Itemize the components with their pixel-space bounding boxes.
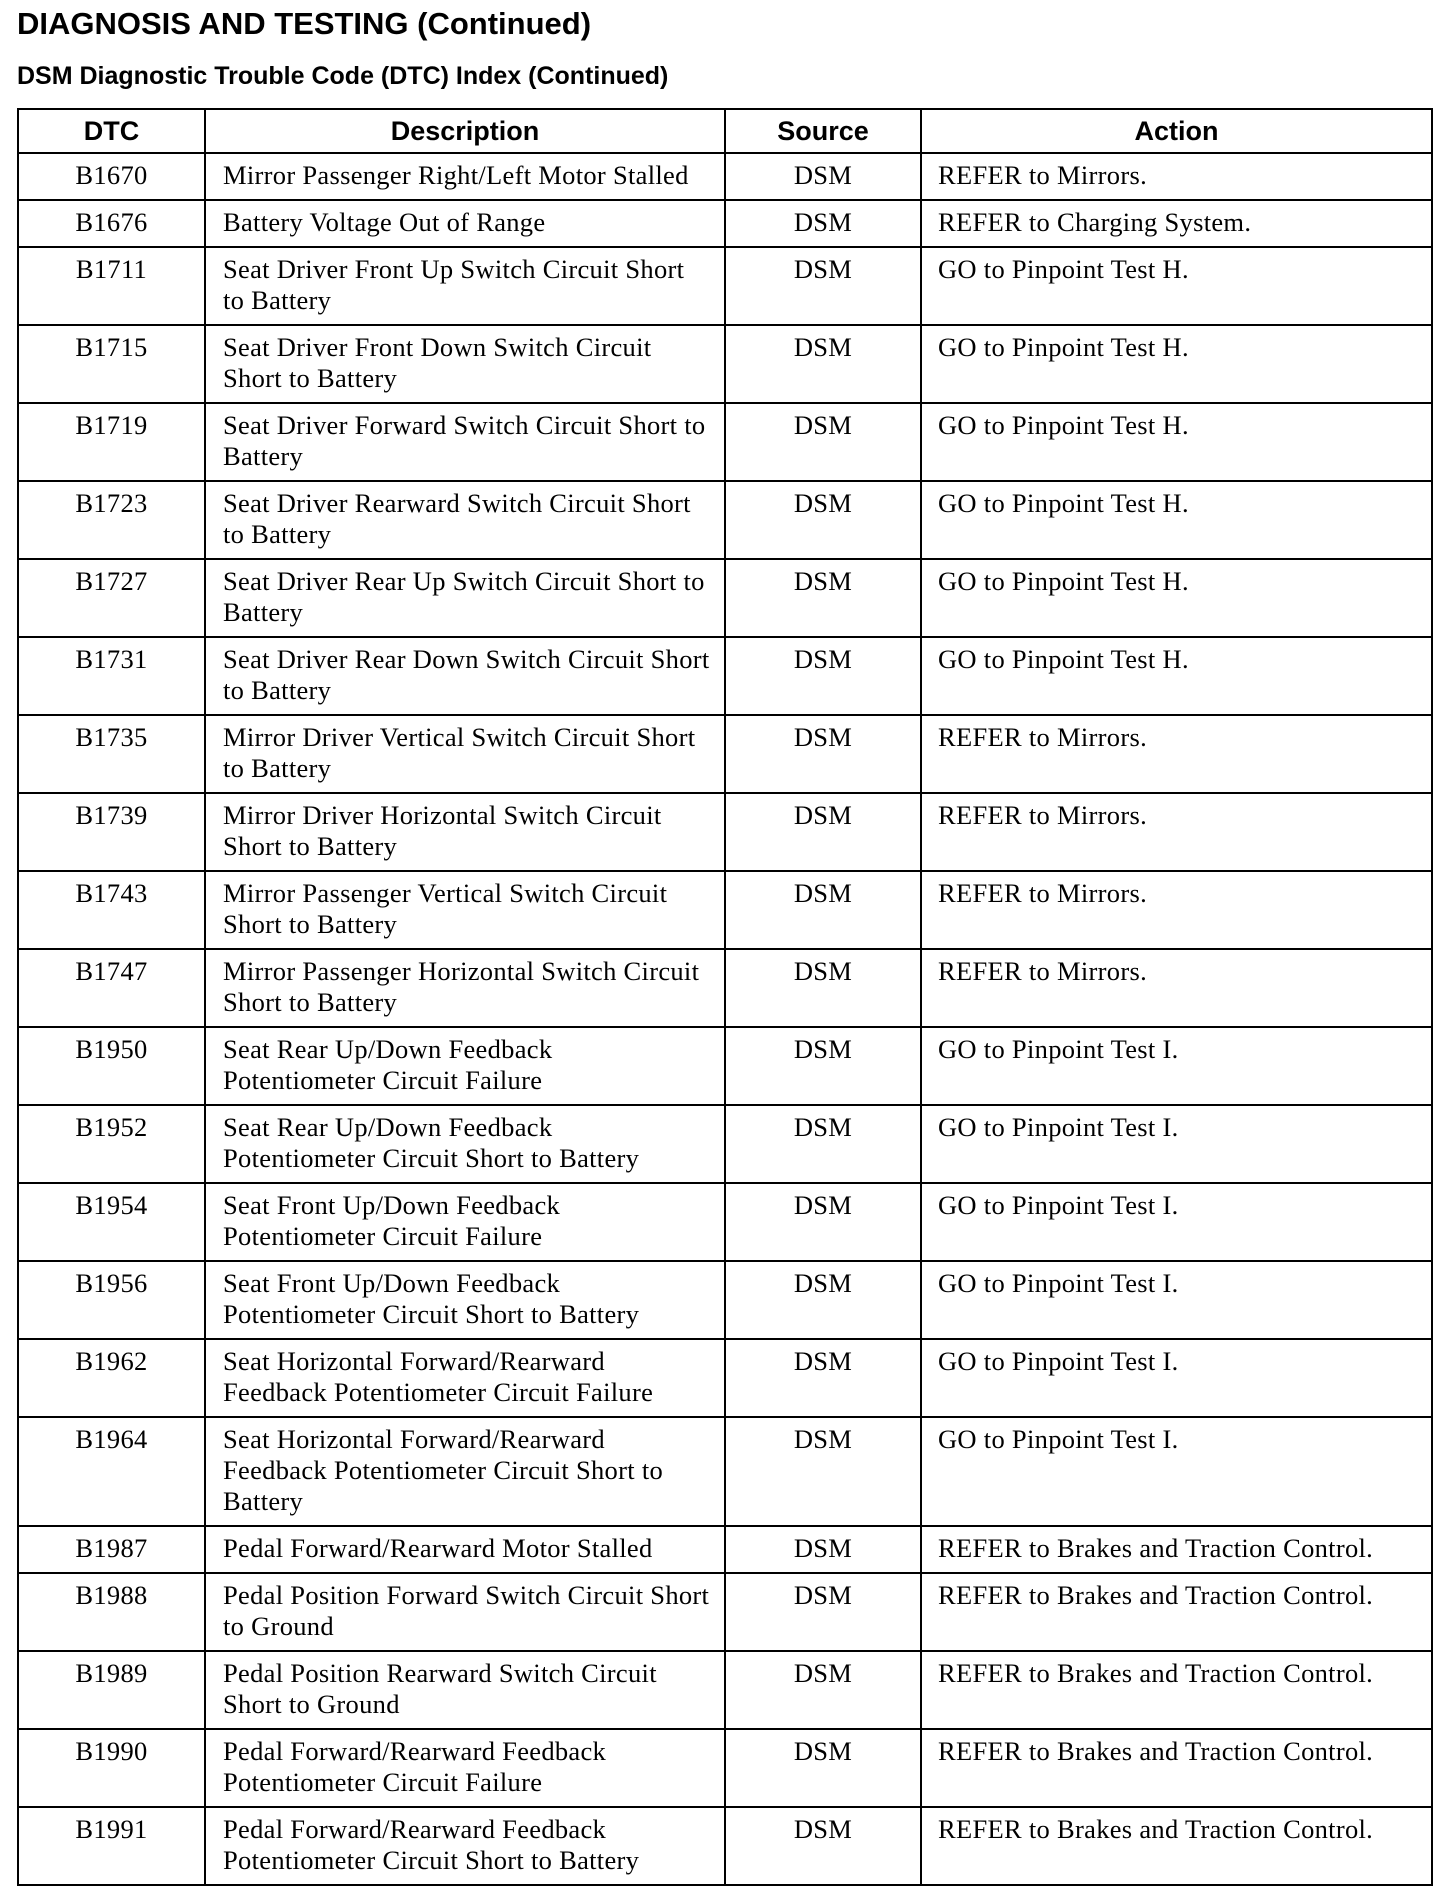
description-cell: Seat Driver Forward Switch Circuit Short to Battery xyxy=(205,403,725,481)
table-row xyxy=(18,1807,1432,1885)
table-row xyxy=(18,1339,1432,1417)
description-cell: Seat Driver Front Up Switch Circuit Short to Battery xyxy=(205,247,725,325)
description-cell: Seat Driver Rear Up Switch Circuit Short to Battery xyxy=(205,559,725,637)
action-cell: GO to Pinpoint Test H. xyxy=(921,403,1432,481)
dtc-code-cell: B1987 xyxy=(18,1526,205,1573)
column-header-description: Description xyxy=(205,109,725,153)
dtc-code-cell: B1956 xyxy=(18,1261,205,1339)
table-row xyxy=(18,1261,1432,1339)
source-cell: DSM xyxy=(725,1183,921,1261)
dtc-code-cell: B1711 xyxy=(18,247,205,325)
action-cell: REFER to Mirrors. xyxy=(921,715,1432,793)
table-row xyxy=(18,1105,1432,1183)
table-row xyxy=(18,1729,1432,1807)
source-cell: DSM xyxy=(725,1417,921,1526)
source-cell: DSM xyxy=(725,871,921,949)
source-cell: DSM xyxy=(725,153,921,200)
action-cell: GO to Pinpoint Test H. xyxy=(921,325,1432,403)
table-body xyxy=(18,153,1432,1885)
description-cell: Seat Front Up/Down Feedback Potentiometer Circuit Failure xyxy=(205,1183,725,1261)
table-row xyxy=(18,200,1432,247)
table-row xyxy=(18,1526,1432,1573)
description-cell: Pedal Forward/Rearward Feedback Potentiometer Circuit Short to Battery xyxy=(205,1807,725,1885)
table-row xyxy=(18,1027,1432,1105)
dtc-code-cell: B1990 xyxy=(18,1729,205,1807)
description-cell: Mirror Passenger Horizontal Switch Circuit Short to Battery xyxy=(205,949,725,1027)
dtc-code-cell: B1743 xyxy=(18,871,205,949)
description-cell: Battery Voltage Out of Range xyxy=(205,200,725,247)
action-cell: REFER to Brakes and Traction Control. xyxy=(921,1729,1432,1807)
description-cell: Seat Rear Up/Down Feedback Potentiometer Circuit Failure xyxy=(205,1027,725,1105)
action-cell: GO to Pinpoint Test I. xyxy=(921,1027,1432,1105)
dtc-code-cell: B1952 xyxy=(18,1105,205,1183)
source-cell: DSM xyxy=(725,1526,921,1573)
description-cell: Seat Driver Front Down Switch Circuit Short to Battery xyxy=(205,325,725,403)
description-cell: Seat Rear Up/Down Feedback Potentiometer Circuit Short to Battery xyxy=(205,1105,725,1183)
table-row xyxy=(18,481,1432,559)
source-cell: DSM xyxy=(725,637,921,715)
table-row xyxy=(18,715,1432,793)
table-header-row xyxy=(18,109,1432,153)
table-row xyxy=(18,949,1432,1027)
table-row xyxy=(18,559,1432,637)
dtc-code-cell: B1988 xyxy=(18,1573,205,1651)
action-cell: GO to Pinpoint Test H. xyxy=(921,247,1432,325)
column-header-source: Source xyxy=(725,109,921,153)
dtc-code-cell: B1954 xyxy=(18,1183,205,1261)
action-cell: REFER to Mirrors. xyxy=(921,949,1432,1027)
description-cell: Pedal Forward/Rearward Motor Stalled xyxy=(205,1526,725,1573)
table-row xyxy=(18,1183,1432,1261)
description-cell: Pedal Position Rearward Switch Circuit Short to Ground xyxy=(205,1651,725,1729)
action-cell: GO to Pinpoint Test H. xyxy=(921,637,1432,715)
source-cell: DSM xyxy=(725,1651,921,1729)
source-cell: DSM xyxy=(725,325,921,403)
action-cell: REFER to Brakes and Traction Control. xyxy=(921,1651,1432,1729)
description-cell: Pedal Position Forward Switch Circuit Short to Ground xyxy=(205,1573,725,1651)
action-cell: GO to Pinpoint Test I. xyxy=(921,1105,1432,1183)
dtc-code-cell: B1723 xyxy=(18,481,205,559)
action-cell: GO to Pinpoint Test H. xyxy=(921,481,1432,559)
table-row xyxy=(18,793,1432,871)
dtc-code-cell: B1991 xyxy=(18,1807,205,1885)
page-title: DIAGNOSIS AND TESTING (Continued) xyxy=(17,6,592,41)
dtc-code-cell: B1735 xyxy=(18,715,205,793)
dtc-code-cell: B1989 xyxy=(18,1651,205,1729)
table-row xyxy=(18,403,1432,481)
dtc-code-cell: B1964 xyxy=(18,1417,205,1526)
table-row xyxy=(18,1573,1432,1651)
table-caption: DSM Diagnostic Trouble Code (DTC) Index (Continued) xyxy=(17,62,669,90)
action-cell: GO to Pinpoint Test I. xyxy=(921,1183,1432,1261)
table-row xyxy=(18,871,1432,949)
source-cell: DSM xyxy=(725,1729,921,1807)
source-cell: DSM xyxy=(725,200,921,247)
column-header-dtc: DTC xyxy=(18,109,205,153)
table-row xyxy=(18,1417,1432,1526)
description-cell: Mirror Driver Vertical Switch Circuit Short to Battery xyxy=(205,715,725,793)
description-cell: Mirror Passenger Vertical Switch Circuit Short to Battery xyxy=(205,871,725,949)
dtc-code-cell: B1719 xyxy=(18,403,205,481)
source-cell: DSM xyxy=(725,403,921,481)
dtc-code-cell: B1731 xyxy=(18,637,205,715)
dtc-code-cell: B1727 xyxy=(18,559,205,637)
source-cell: DSM xyxy=(725,559,921,637)
source-cell: DSM xyxy=(725,247,921,325)
action-cell: REFER to Mirrors. xyxy=(921,793,1432,871)
source-cell: DSM xyxy=(725,1105,921,1183)
source-cell: DSM xyxy=(725,949,921,1027)
description-cell: Mirror Passenger Right/Left Motor Stalled xyxy=(205,153,725,200)
description-cell: Seat Front Up/Down Feedback Potentiometer Circuit Short to Battery xyxy=(205,1261,725,1339)
action-cell: REFER to Brakes and Traction Control. xyxy=(921,1526,1432,1573)
source-cell: DSM xyxy=(725,1573,921,1651)
table-row xyxy=(18,1651,1432,1729)
action-cell: GO to Pinpoint Test I. xyxy=(921,1417,1432,1526)
table-row xyxy=(18,325,1432,403)
table-row xyxy=(18,247,1432,325)
description-cell: Seat Horizontal Forward/Rearward Feedback Potentiometer Circuit Short to Battery xyxy=(205,1417,725,1526)
action-cell: REFER to Brakes and Traction Control. xyxy=(921,1573,1432,1651)
description-cell: Seat Horizontal Forward/Rearward Feedback Potentiometer Circuit Failure xyxy=(205,1339,725,1417)
dtc-code-cell: B1950 xyxy=(18,1027,205,1105)
description-cell: Mirror Driver Horizontal Switch Circuit Short to Battery xyxy=(205,793,725,871)
dtc-code-cell: B1962 xyxy=(18,1339,205,1417)
column-header-action: Action xyxy=(921,109,1432,153)
source-cell: DSM xyxy=(725,715,921,793)
dtc-index-table xyxy=(17,108,1433,1886)
description-cell: Seat Driver Rearward Switch Circuit Short to Battery xyxy=(205,481,725,559)
action-cell: GO to Pinpoint Test I. xyxy=(921,1339,1432,1417)
action-cell: REFER to Mirrors. xyxy=(921,871,1432,949)
action-cell: GO to Pinpoint Test I. xyxy=(921,1261,1432,1339)
action-cell: GO to Pinpoint Test H. xyxy=(921,559,1432,637)
description-cell: Pedal Forward/Rearward Feedback Potentiometer Circuit Failure xyxy=(205,1729,725,1807)
description-cell: Seat Driver Rear Down Switch Circuit Short to Battery xyxy=(205,637,725,715)
source-cell: DSM xyxy=(725,793,921,871)
dtc-code-cell: B1676 xyxy=(18,200,205,247)
source-cell: DSM xyxy=(725,481,921,559)
source-cell: DSM xyxy=(725,1807,921,1885)
source-cell: DSM xyxy=(725,1027,921,1105)
dtc-code-cell: B1715 xyxy=(18,325,205,403)
table-row xyxy=(18,153,1432,200)
dtc-code-cell: B1747 xyxy=(18,949,205,1027)
dtc-code-cell: B1670 xyxy=(18,153,205,200)
action-cell: REFER to Mirrors. xyxy=(921,153,1432,200)
action-cell: REFER to Charging System. xyxy=(921,200,1432,247)
source-cell: DSM xyxy=(725,1261,921,1339)
table-row xyxy=(18,637,1432,715)
dtc-code-cell: B1739 xyxy=(18,793,205,871)
action-cell: REFER to Brakes and Traction Control. xyxy=(921,1807,1432,1885)
source-cell: DSM xyxy=(725,1339,921,1417)
